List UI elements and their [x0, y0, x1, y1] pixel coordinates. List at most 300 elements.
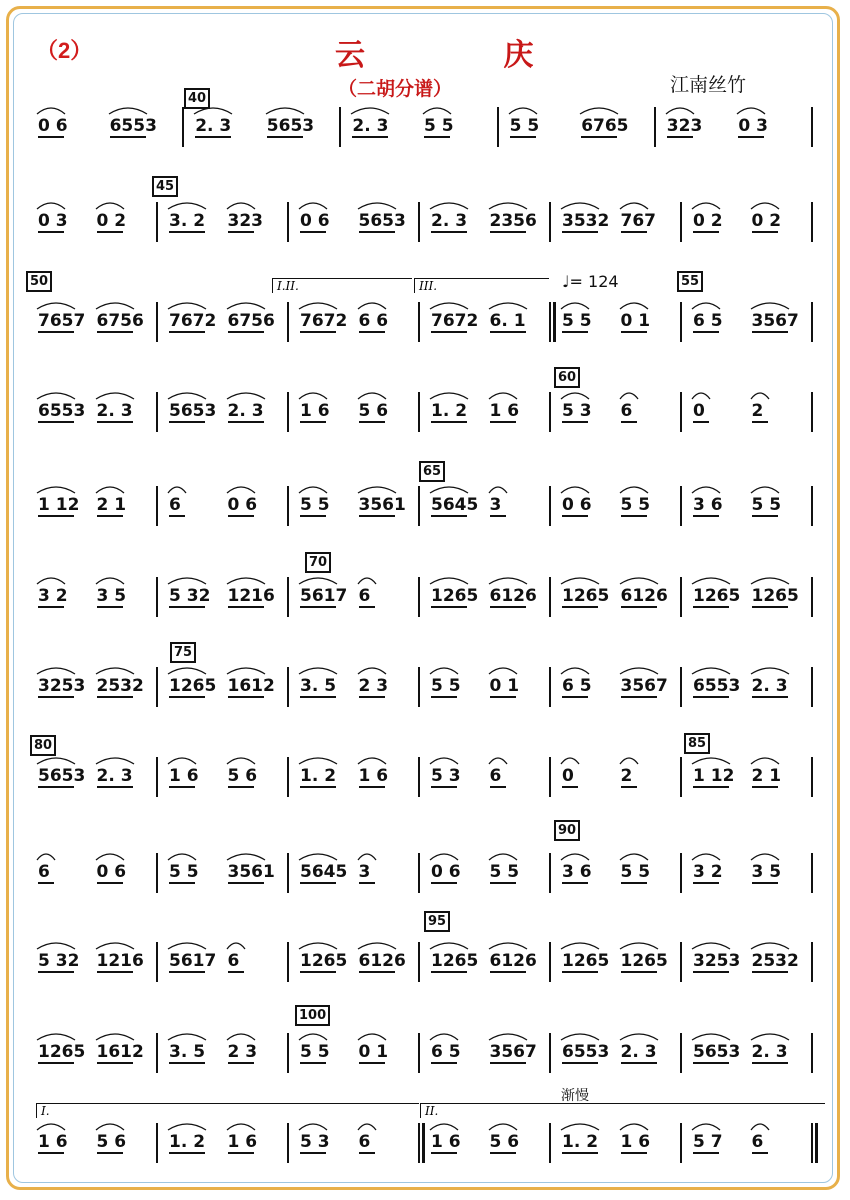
slur-arc: [36, 390, 76, 400]
beat-underline: [359, 1152, 375, 1154]
note-group: 2. 3: [620, 1042, 657, 1062]
beat-underline: [490, 786, 506, 788]
beat-underline: [621, 515, 647, 517]
note-group: 6: [489, 766, 502, 786]
beat-underline: [621, 786, 637, 788]
note-group: 5 3: [300, 1132, 330, 1152]
note-group: 1 12: [693, 766, 735, 786]
slur-arc: [298, 390, 328, 400]
note-group: 3. 2: [169, 211, 206, 231]
slur-arc: [298, 200, 328, 210]
slur-arc: [298, 665, 338, 675]
note-group: 6553: [38, 401, 86, 421]
note-group: 6. 1: [489, 311, 526, 331]
beat-underline: [38, 1152, 64, 1154]
beat-underline: [38, 421, 74, 423]
rehearsal-mark: 65: [419, 461, 445, 482]
slur-arc: [619, 940, 659, 950]
beat-underline: [169, 421, 205, 423]
bar-line: [287, 1033, 289, 1073]
rehearsal-mark: 70: [305, 552, 331, 573]
volta-bracket: III.: [414, 278, 549, 293]
beat-underline: [693, 882, 719, 884]
slur-arc: [750, 484, 780, 494]
page-number: （2）: [36, 38, 93, 63]
bar-line: [287, 577, 289, 617]
slur-arc: [357, 1031, 387, 1041]
beat-underline: [97, 515, 123, 517]
beat-underline: [169, 1062, 205, 1064]
beat-underline: [752, 421, 768, 423]
note-group: 5 5: [300, 495, 330, 515]
note-group: 2532: [96, 676, 144, 696]
note-group: 3567: [751, 311, 799, 331]
note-group: 5 5: [489, 862, 520, 882]
beat-underline: [431, 231, 467, 233]
beat-underline: [431, 515, 467, 517]
beat-underline: [431, 1062, 457, 1064]
slur-arc: [265, 105, 305, 115]
slur-arc: [36, 484, 76, 494]
slur-arc: [357, 484, 397, 494]
slur-arc: [350, 105, 390, 115]
beat-underline: [752, 786, 778, 788]
beat-underline: [300, 606, 336, 608]
note-group: 1. 2: [562, 1132, 599, 1152]
note-group: 5653: [169, 401, 217, 421]
beat-underline: [228, 1152, 254, 1154]
beat-underline: [581, 136, 617, 138]
beat-underline: [431, 1152, 457, 1154]
slur-arc: [36, 575, 66, 585]
note-group: 3. 5: [300, 676, 337, 696]
note-group: 0 1: [358, 1042, 389, 1062]
note-group: 1612: [96, 1042, 144, 1062]
slur-arc: [488, 851, 518, 861]
beat-underline: [169, 882, 195, 884]
score-subtitle: （二胡分谱）: [338, 79, 453, 100]
bar-line: [156, 392, 158, 432]
bar-line: [811, 486, 813, 526]
note-group: 5 5: [424, 116, 454, 136]
slur-arc: [357, 940, 397, 950]
note-group: 2: [751, 401, 764, 421]
note-group: 6553: [109, 116, 157, 136]
beat-underline: [431, 331, 467, 333]
beat-underline: [424, 136, 450, 138]
bar-line: [182, 107, 184, 147]
bar-line: [680, 577, 682, 617]
beat-underline: [562, 696, 588, 698]
note-group: 2. 3: [352, 116, 389, 136]
beat-underline: [667, 136, 693, 138]
slur-arc: [357, 851, 377, 861]
volta-bracket: I.II.: [272, 278, 412, 293]
rehearsal-mark: 85: [684, 733, 710, 754]
note-group: 6 5: [693, 311, 723, 331]
beat-underline: [300, 786, 336, 788]
bar-line: [418, 942, 420, 982]
note-group: 1265: [751, 586, 799, 606]
bar-line: [287, 486, 289, 526]
bar-line: [549, 302, 551, 342]
bar-line: [549, 392, 551, 432]
beat-underline: [300, 882, 336, 884]
slur-arc: [95, 575, 125, 585]
bar-line: [287, 853, 289, 893]
note-group: 6: [169, 495, 181, 515]
beat-underline: [169, 231, 205, 233]
note-group: 1. 2: [300, 766, 337, 786]
bar-line: [680, 1123, 682, 1163]
note-group: 1 6: [38, 1132, 68, 1152]
note-group: 6756: [227, 311, 275, 331]
slur-arc: [226, 1121, 256, 1131]
note-group: 6 5: [431, 1042, 461, 1062]
beat-underline: [38, 331, 74, 333]
slur-arc: [488, 200, 528, 210]
beat-underline: [693, 606, 729, 608]
beat-underline: [97, 231, 123, 233]
note-group: 5 5: [300, 1042, 330, 1062]
beat-underline: [359, 606, 375, 608]
bar-line: [156, 577, 158, 617]
slur-arc: [488, 665, 518, 675]
note-group: 6: [38, 862, 50, 882]
bar-line: [287, 302, 289, 342]
slur-arc: [36, 940, 76, 950]
slur-arc: [226, 940, 246, 950]
bar-line: [418, 302, 420, 342]
beat-underline: [38, 786, 74, 788]
score-title: 云 庆: [335, 38, 598, 73]
beat-underline: [359, 231, 395, 233]
beat-underline: [97, 1152, 123, 1154]
rehearsal-mark: 95: [424, 911, 450, 932]
slur-arc: [429, 200, 469, 210]
slur-arc: [619, 575, 659, 585]
beat-underline: [752, 971, 788, 973]
slur-arc: [226, 200, 256, 210]
slur-arc: [95, 940, 135, 950]
note-group: 323: [666, 116, 703, 136]
beat-underline: [359, 696, 385, 698]
note-group: 0 1: [489, 676, 520, 696]
note-group: 1 6: [489, 401, 520, 421]
slur-arc: [691, 390, 711, 400]
note-group: 1265: [562, 586, 610, 606]
bar-line: [811, 667, 813, 707]
slur-arc: [36, 200, 66, 210]
beat-underline: [431, 882, 457, 884]
bar-line: [422, 1123, 425, 1163]
note-group: 5653: [358, 211, 406, 231]
beat-underline: [300, 971, 336, 973]
note-group: 1 6: [227, 1132, 258, 1152]
bar-line: [156, 853, 158, 893]
slur-arc: [95, 300, 135, 310]
bar-line: [811, 1123, 813, 1163]
note-group: 0 3: [38, 211, 68, 231]
slur-arc: [750, 200, 780, 210]
beat-underline: [38, 882, 54, 884]
bar-line: [549, 1123, 551, 1163]
beat-underline: [693, 971, 729, 973]
rehearsal-mark: 75: [170, 642, 196, 663]
slur-arc: [298, 940, 338, 950]
beat-underline: [359, 421, 385, 423]
beat-underline: [228, 786, 254, 788]
beat-underline: [431, 971, 467, 973]
beat-underline: [562, 421, 588, 423]
beat-underline: [97, 786, 133, 788]
slur-arc: [560, 484, 590, 494]
bar-line: [680, 486, 682, 526]
beat-underline: [621, 971, 657, 973]
bar-line: [549, 667, 551, 707]
note-group: 3561: [358, 495, 406, 515]
beat-underline: [621, 1152, 647, 1154]
slur-arc: [36, 105, 66, 115]
slur-arc: [691, 1121, 721, 1131]
slur-arc: [619, 665, 659, 675]
note-group: 1 6: [300, 401, 330, 421]
slur-arc: [560, 200, 600, 210]
beat-underline: [300, 696, 336, 698]
beat-underline: [490, 606, 526, 608]
beat-underline: [352, 136, 388, 138]
slur-arc: [619, 851, 649, 861]
bar-line: [287, 392, 289, 432]
beat-underline: [359, 786, 385, 788]
slur-arc: [226, 390, 266, 400]
note-group: 1. 2: [431, 401, 468, 421]
beat-underline: [195, 136, 231, 138]
slur-arc: [488, 755, 508, 765]
slur-arc: [488, 484, 508, 494]
bar-line: [811, 577, 813, 617]
beat-underline: [490, 1152, 516, 1154]
note-group: 1 6: [431, 1132, 461, 1152]
beat-underline: [169, 515, 185, 517]
bar-line: [811, 302, 813, 342]
slur-arc: [488, 300, 528, 310]
beat-underline: [490, 331, 526, 333]
note-group: 7672: [169, 311, 217, 331]
note-group: 323: [227, 211, 263, 231]
note-group: 3567: [620, 676, 668, 696]
bar-line: [680, 757, 682, 797]
beat-underline: [300, 1152, 326, 1154]
beat-underline: [562, 515, 588, 517]
note-group: 2532: [751, 951, 799, 971]
beat-underline: [228, 971, 244, 973]
slur-arc: [167, 200, 207, 210]
slur-arc: [560, 300, 590, 310]
slur-arc: [95, 665, 135, 675]
note-group: 3 5: [751, 862, 782, 882]
note-group: 2. 3: [96, 766, 133, 786]
beat-underline: [267, 136, 303, 138]
note-group: 3. 5: [169, 1042, 206, 1062]
note-group: 1 12: [38, 495, 80, 515]
beat-underline: [752, 515, 778, 517]
slur-arc: [619, 484, 649, 494]
bar-line: [418, 202, 420, 242]
beat-underline: [359, 1062, 385, 1064]
note-group: 1 6: [358, 766, 389, 786]
bar-line: [156, 202, 158, 242]
beat-underline: [752, 696, 788, 698]
note-group: 2. 3: [96, 401, 133, 421]
bar-line: [418, 853, 420, 893]
rehearsal-mark: 40: [184, 88, 210, 109]
beat-underline: [228, 231, 254, 233]
beat-underline: [562, 231, 598, 233]
rehearsal-mark: 50: [26, 271, 52, 292]
beat-underline: [693, 231, 719, 233]
bar-line: [287, 202, 289, 242]
slur-arc: [226, 1031, 256, 1041]
note-group: 2 1: [96, 495, 127, 515]
note-group: 5 5: [620, 495, 651, 515]
slur-arc: [226, 665, 266, 675]
note-group: 0 1: [620, 311, 651, 331]
volta-bracket: II.: [420, 1103, 825, 1118]
slur-arc: [357, 575, 377, 585]
note-group: 3: [489, 495, 502, 515]
beat-underline: [359, 331, 385, 333]
slur-arc: [167, 1121, 207, 1131]
slur-arc: [298, 1121, 328, 1131]
bar-line: [549, 757, 551, 797]
note-group: 1 6: [620, 1132, 651, 1152]
beat-underline: [510, 136, 536, 138]
slur-arc: [36, 851, 56, 861]
composer-label: 江南丝竹: [670, 75, 747, 96]
bar-line: [418, 577, 420, 617]
slur-arc: [429, 665, 459, 675]
slur-arc: [691, 940, 731, 950]
beat-underline: [752, 882, 778, 884]
slur-arc: [691, 755, 731, 765]
bar-line: [418, 486, 420, 526]
slur-arc: [560, 1121, 600, 1131]
note-group: 0 6: [431, 862, 461, 882]
note-group: 6126: [489, 586, 537, 606]
note-group: 6756: [96, 311, 144, 331]
note-group: 1216: [96, 951, 144, 971]
note-group: 3561: [227, 862, 275, 882]
note-group: 5617: [300, 586, 348, 606]
note-group: 5653: [38, 766, 86, 786]
bar-line: [156, 667, 158, 707]
slur-arc: [750, 940, 790, 950]
slur-arc: [95, 851, 125, 861]
note-group: 5 6: [489, 1132, 520, 1152]
slur-arc: [167, 940, 207, 950]
slur-arc: [488, 1121, 518, 1131]
bar-line: [549, 1033, 551, 1073]
note-group: 6: [620, 401, 633, 421]
beat-underline: [300, 421, 326, 423]
slur-arc: [167, 390, 207, 400]
slur-arc: [167, 1031, 207, 1041]
slur-arc: [488, 940, 528, 950]
note-group: 5 6: [358, 401, 389, 421]
note-group: 6553: [562, 1042, 610, 1062]
beat-underline: [228, 882, 264, 884]
bar-line: [549, 202, 551, 242]
bar-line: [156, 1033, 158, 1073]
bar-line: [680, 667, 682, 707]
beat-underline: [621, 696, 657, 698]
beat-underline: [431, 786, 457, 788]
slur-arc: [429, 755, 459, 765]
slur-arc: [95, 1121, 125, 1131]
note-group: 3 6: [693, 495, 723, 515]
beat-underline: [228, 421, 264, 423]
note-group: 1265: [169, 676, 217, 696]
bar-line: [654, 107, 656, 147]
bar-line: [553, 302, 556, 342]
bar-line: [156, 486, 158, 526]
slur-arc: [619, 390, 639, 400]
note-group: 6: [751, 1132, 764, 1152]
note-group: 1265: [431, 951, 479, 971]
slur-arc: [429, 484, 469, 494]
note-group: 0 3: [738, 116, 768, 136]
note-group: 5 5: [751, 495, 782, 515]
note-group: 5653: [693, 1042, 741, 1062]
note-group: 6: [227, 951, 240, 971]
bar-line: [680, 302, 682, 342]
slur-arc: [750, 575, 790, 585]
beat-underline: [169, 1152, 205, 1154]
bar-line: [418, 757, 420, 797]
beat-underline: [693, 1152, 719, 1154]
note-group: 0: [693, 401, 705, 421]
beat-underline: [562, 971, 598, 973]
bar-line: [811, 1033, 813, 1073]
beat-underline: [300, 331, 336, 333]
beat-underline: [97, 606, 123, 608]
beat-underline: [693, 1062, 729, 1064]
rehearsal-mark: 55: [677, 271, 703, 292]
bar-line: [811, 107, 813, 147]
note-group: 1265: [562, 951, 610, 971]
note-group: 5 3: [562, 401, 592, 421]
note-group: 0 6: [38, 116, 68, 136]
beat-underline: [621, 882, 647, 884]
slur-arc: [691, 665, 731, 675]
note-group: 0 2: [693, 211, 723, 231]
slur-arc: [36, 665, 76, 675]
beat-underline: [562, 606, 598, 608]
beat-underline: [490, 421, 516, 423]
beat-underline: [693, 331, 719, 333]
beat-underline: [228, 1062, 254, 1064]
tempo-marking: ♩= 124: [562, 272, 619, 291]
slur-arc: [691, 1031, 731, 1041]
note-group: 5653: [266, 116, 315, 136]
beat-underline: [738, 136, 764, 138]
bar-line: [680, 942, 682, 982]
slur-arc: [167, 851, 197, 861]
note-group: 6553: [693, 676, 741, 696]
note-group: 1 6: [169, 766, 199, 786]
note-group: 7672: [431, 311, 479, 331]
